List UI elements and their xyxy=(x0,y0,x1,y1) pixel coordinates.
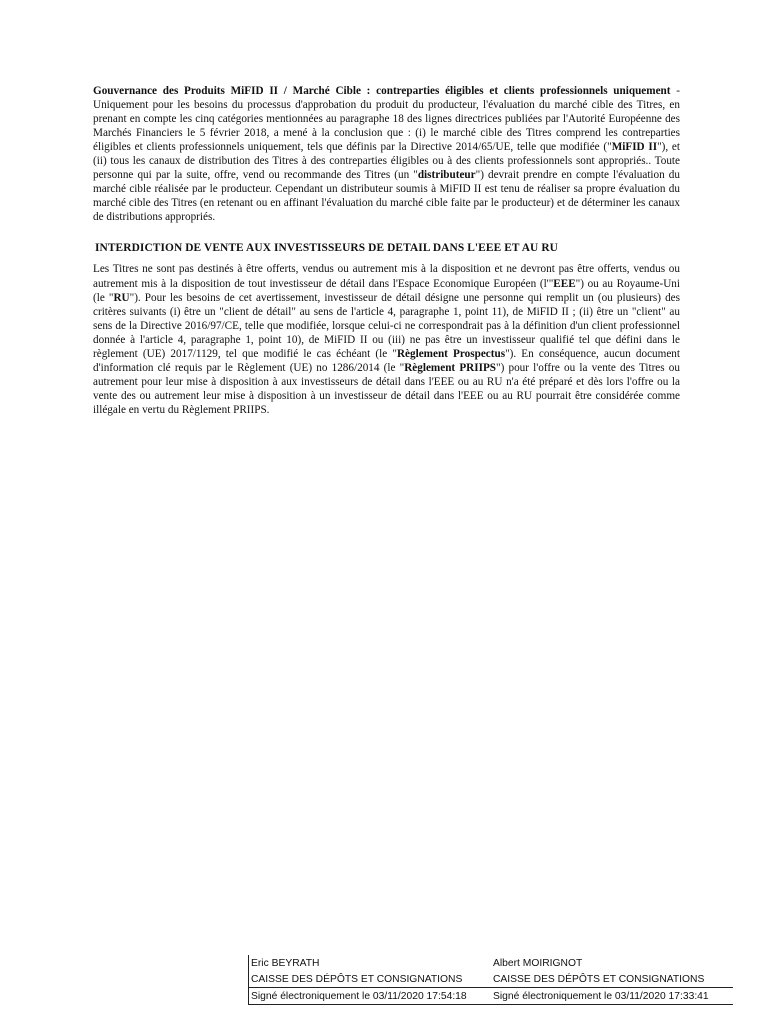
signer-1-signed: Signé électroniquement le 03/11/2020 17:54:18 xyxy=(251,990,467,1002)
governance-text-2: "), et (ii) tous les canaux de distribution des Titres à des contreparties éligibles ou à des clients professionnels sont appropriés.. Toute personne qui par la suite, offre, vend ou recommande des Titres (un " xyxy=(93,141,680,182)
interdiction-term-eee: EEE xyxy=(553,277,576,290)
document-body xyxy=(93,84,680,417)
interdiction-text-4: "). En conséquence, aucun document d'information clé requis par le Règlement (UE) no 1286/2014 (le " xyxy=(93,347,680,374)
governance-title: Gouvernance des Produits MiFID II / Marché Cible : contreparties éligibles et clients professionnels uniquement xyxy=(93,85,671,97)
governance-paragraph xyxy=(93,84,680,224)
interdiction-text-1: Les Titres ne sont pas destinés à être offerts, vendus ou autrement mis à la disposition et ne devront pas être offerts, vendus ou autrement mis à la disposition de tout investisseur de détail dans l'Espace Economique Européen (l'" xyxy=(93,263,680,290)
governance-term-mifid: MiFID II xyxy=(611,141,658,154)
interdiction-term-prospectus: Règlement Prospectus xyxy=(396,347,506,360)
signer-1-name: Eric BEYRATH xyxy=(251,957,320,969)
signature-org-row xyxy=(249,971,733,988)
interdiction-paragraph xyxy=(93,262,680,417)
signer-2-org: CAISSE DES DÉPÔTS ET CONSIGNATIONS xyxy=(493,973,705,985)
governance-term-distributeur: distributeur xyxy=(417,169,476,182)
interdiction-text-3: "). Pour les besoins de cet avertissement, investisseur de détail désigne une personne qui remplit un (ou plusieurs) des critères suivants (i) être un "client de détail" au sens de l'article 4, paragraphe 1, point 11), de MiFID II ; (ii) être un "client" au sens de la Directive 2016/97/CE, telle que modifiée, lorsque celui-ci ne correspondrait pas à la définition d'un client professionnel donnée à l'article 4, paragraphe 1, point 10), de MiFID II ou (iii) ne pas être un investisseur qualifié tel que défini dans le règlement (UE) 2017/1129, tel que modifié le cas échéant (le " xyxy=(93,291,680,360)
interdiction-term-ru: RU xyxy=(113,291,130,304)
interdiction-heading: INTERDICTION DE VENTE AUX INVESTISSEURS DE DETAIL DANS L'EEE ET AU RU xyxy=(95,242,558,255)
signature-date-row xyxy=(249,988,733,1005)
governance-text-1: - Uniquement pour les besoins du processus d'approbation du produit du producteur, l'évaluation du marché cible des Titres, en prenant en compte les cinq catégories mentionnées au paragraphe 18 des lignes directrices publiées par l'Autorité Européenne des Marchés Financiers le 5 février 2018, a mené à la conclusion que : (i) le marché cible des Titres comprend les contreparties éligibles et clients professionnels uniquement, tels que définis par la Directive 2014/65/UE, telle que modifiée (" xyxy=(93,85,680,154)
interdiction-text-5: ") pour l'offre ou la vente des Titres ou autrement pour leur mise à disposition à aux investisseurs de détail dans l'EEE ou au RU n'a été préparé et dès lors l'offre ou la vente des ou autrement leur mise à disposition à un investisseur de détail dans l'EEE ou au RU pourrait être considérée comme illégale en vertu du Règlement PRIIPS. xyxy=(93,361,680,416)
signature-names-row xyxy=(249,955,733,971)
interdiction-term-priips: Règlement PRIIPS xyxy=(404,361,497,374)
signer-1-org: CAISSE DES DÉPÔTS ET CONSIGNATIONS xyxy=(251,973,463,985)
governance-text-3: ") devrait prendre en compte l'évaluation du marché cible réalisée par le producteur. Cependant un distributeur soumis à MiFID II est tenu de réaliser sa propre évaluation du marché cible des Titres (en retenant ou en affinant l'évaluation du marché cible faite par le producteur) et de déterminer les canaux de distributions appropriés. xyxy=(93,169,680,224)
signer-2-name: Albert MOIRIGNOT xyxy=(493,957,583,969)
signer-2-signed: Signé électroniquement le 03/11/2020 17:33:41 xyxy=(493,990,709,1002)
interdiction-text-2: ") ou au Royaume-Uni (le " xyxy=(93,277,680,304)
signature-block xyxy=(248,955,733,1005)
